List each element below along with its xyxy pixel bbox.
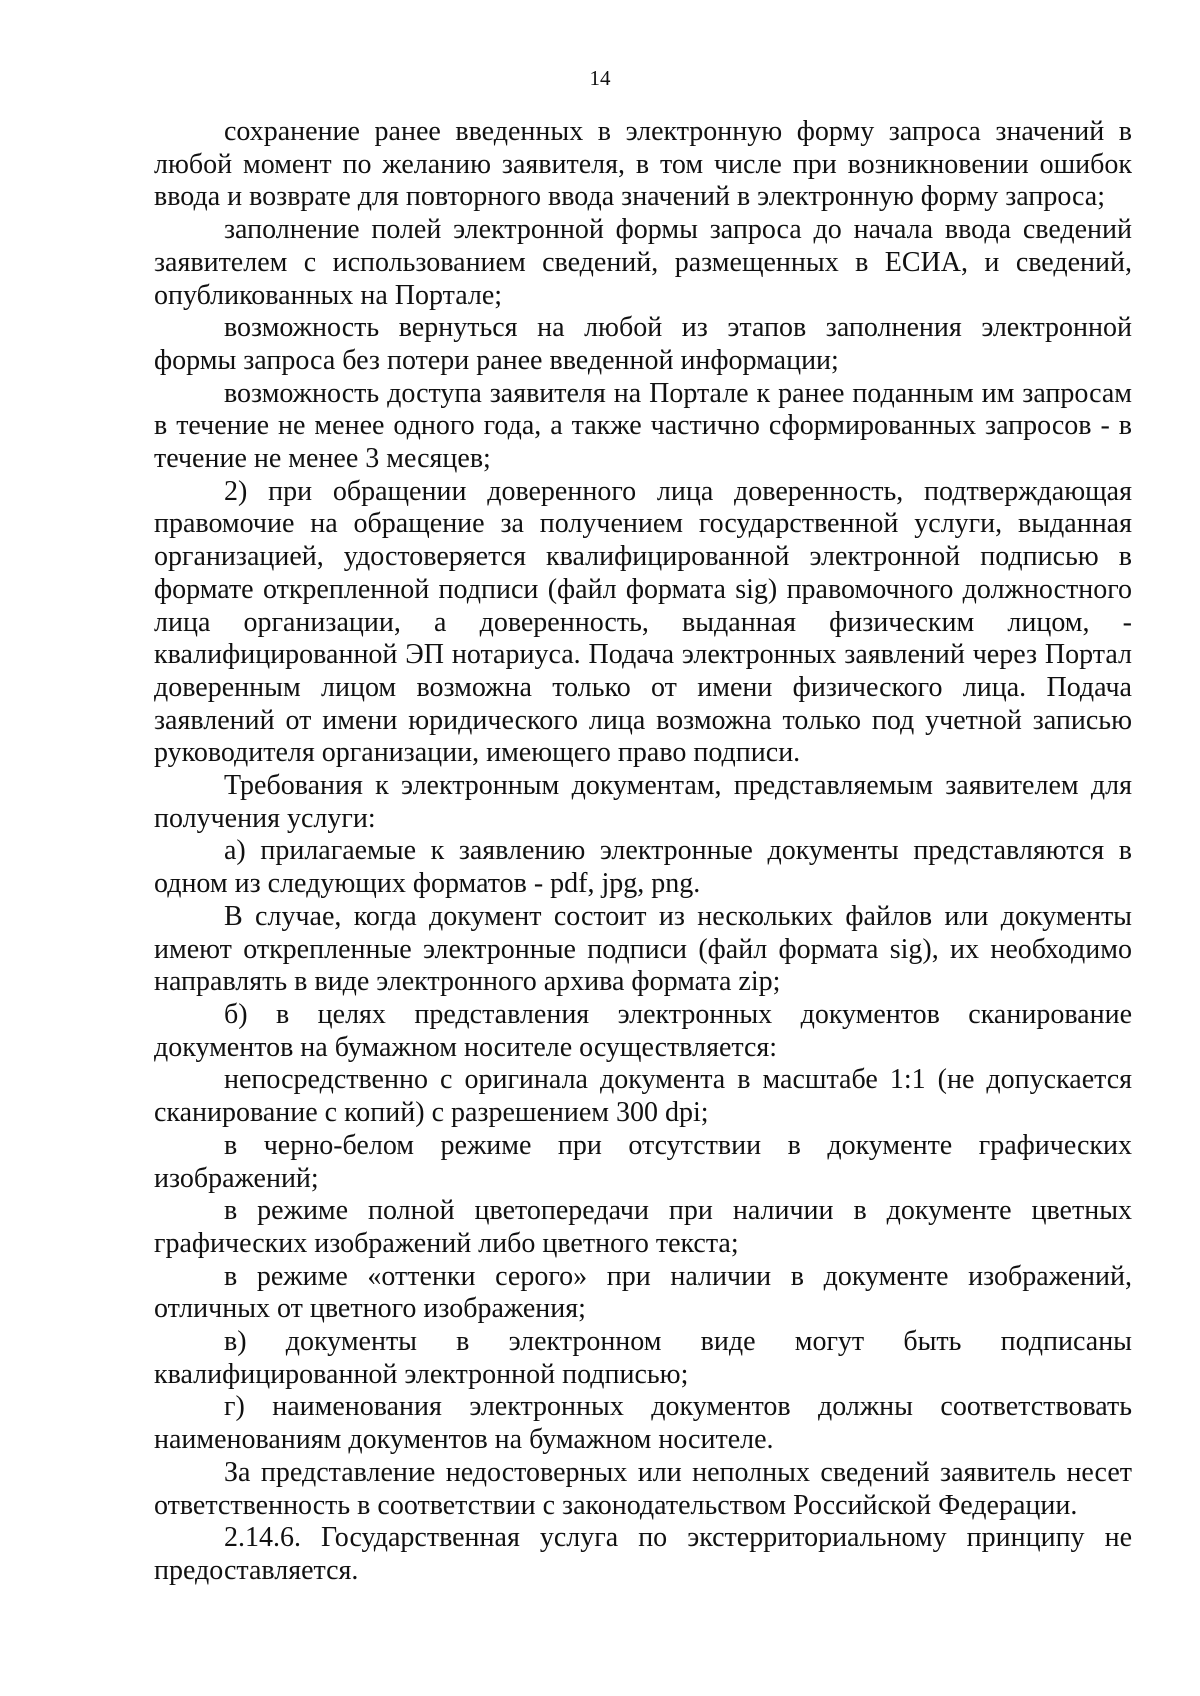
paragraph-save-values: сохранение ранее введенных в электронную форму запроса значений в любой момент по желанию заявителя, в том числе при возникновении ошибок ввода и возврате для повторного ввода значений в электронную форму запроса; [154, 116, 1132, 213]
paragraph-signature: в) документы в электронном виде могут быть подписаны квалифицированной электронной подписью; [154, 1326, 1132, 1390]
paragraph-document-requirements: Требования к электронным документам, представляемым заявителем для получения услуги: [154, 770, 1132, 834]
paragraph-scan-original: непосредственно с оригинала документа в масштабе 1:1 (не допускается сканирование с копий) с разрешением 300 dpi; [154, 1064, 1132, 1129]
paragraph-formats: а) прилагаемые к заявлению электронные документы представляются в одном из следующих форматов - pdf, jpg, png. [154, 835, 1132, 900]
paragraph-access-requests: возможность доступа заявителя на Портале к ранее поданным им запросам в течение не менее одного года, а также частично сформированных запросов - в течение не менее 3 месяцев; [154, 377, 1132, 475]
paragraph-scanning: б) в целях представления электронных документов сканирование документов на бумажном носителе осуществляется: [154, 998, 1132, 1063]
paragraph-return-to-step: возможность вернуться на любой из этапов заполнения электронной формы запроса без потери ранее введенной информации; [154, 312, 1132, 376]
paragraph-power-of-attorney: 2) при обращении доверенного лица доверенность, подтверждающая правомочие на обращение за получением государственной услуги, выданная организацией, удостоверяется квалифицированной электронной подписью в формате открепленной подписи (файл формата sig) правомочного должностного лица организации, а доверенность, выданная физическим лицом, - квалифицированной ЭП нотариуса. Подача электронных заявлений через Портал доверенным лицом возможна только от имени физического лица. Подача заявлений от имени юридического лица возможна только под учетной записью руководителя организации, имеющего право подписи. [154, 475, 1132, 769]
paragraph-extraterritorial: 2.14.6. Государственная услуга по экстерриториальному принципу не предоставляется. [154, 1522, 1132, 1586]
paragraph-zip-archive: В случае, когда документ состоит из нескольких файлов или документы имеют открепленные электронные подписи (файл формата sig), их необходимо направлять в виде электронного архива формата zip; [154, 900, 1132, 998]
paragraph-document-names: г) наименования электронных документов должны соответствовать наименованиям документов на бумажном носителе. [154, 1391, 1132, 1456]
paragraph-prefill-fields: заполнение полей электронной формы запроса до начала ввода сведений заявителем с использованием сведений, размещенных в ЕСИА, и сведений, опубликованных на Портале; [154, 214, 1132, 311]
paragraph-responsibility: За представление недостоверных или неполных сведений заявитель несет ответственность в соответствии с законодательством Российской Федерации. [154, 1456, 1132, 1521]
paragraph-full-color: в режиме полной цветопередачи при наличии в документе цветных графических изображений либо цветного текста; [154, 1195, 1132, 1259]
paragraph-black-white: в черно-белом режиме при отсутствии в документе графических изображений; [154, 1129, 1132, 1194]
paragraph-grayscale: в режиме «оттенки серого» при наличии в документе изображений, отличных от цветного изображения; [154, 1260, 1132, 1325]
document-body [154, 116, 1132, 1588]
page-number: 14 [589, 66, 611, 90]
